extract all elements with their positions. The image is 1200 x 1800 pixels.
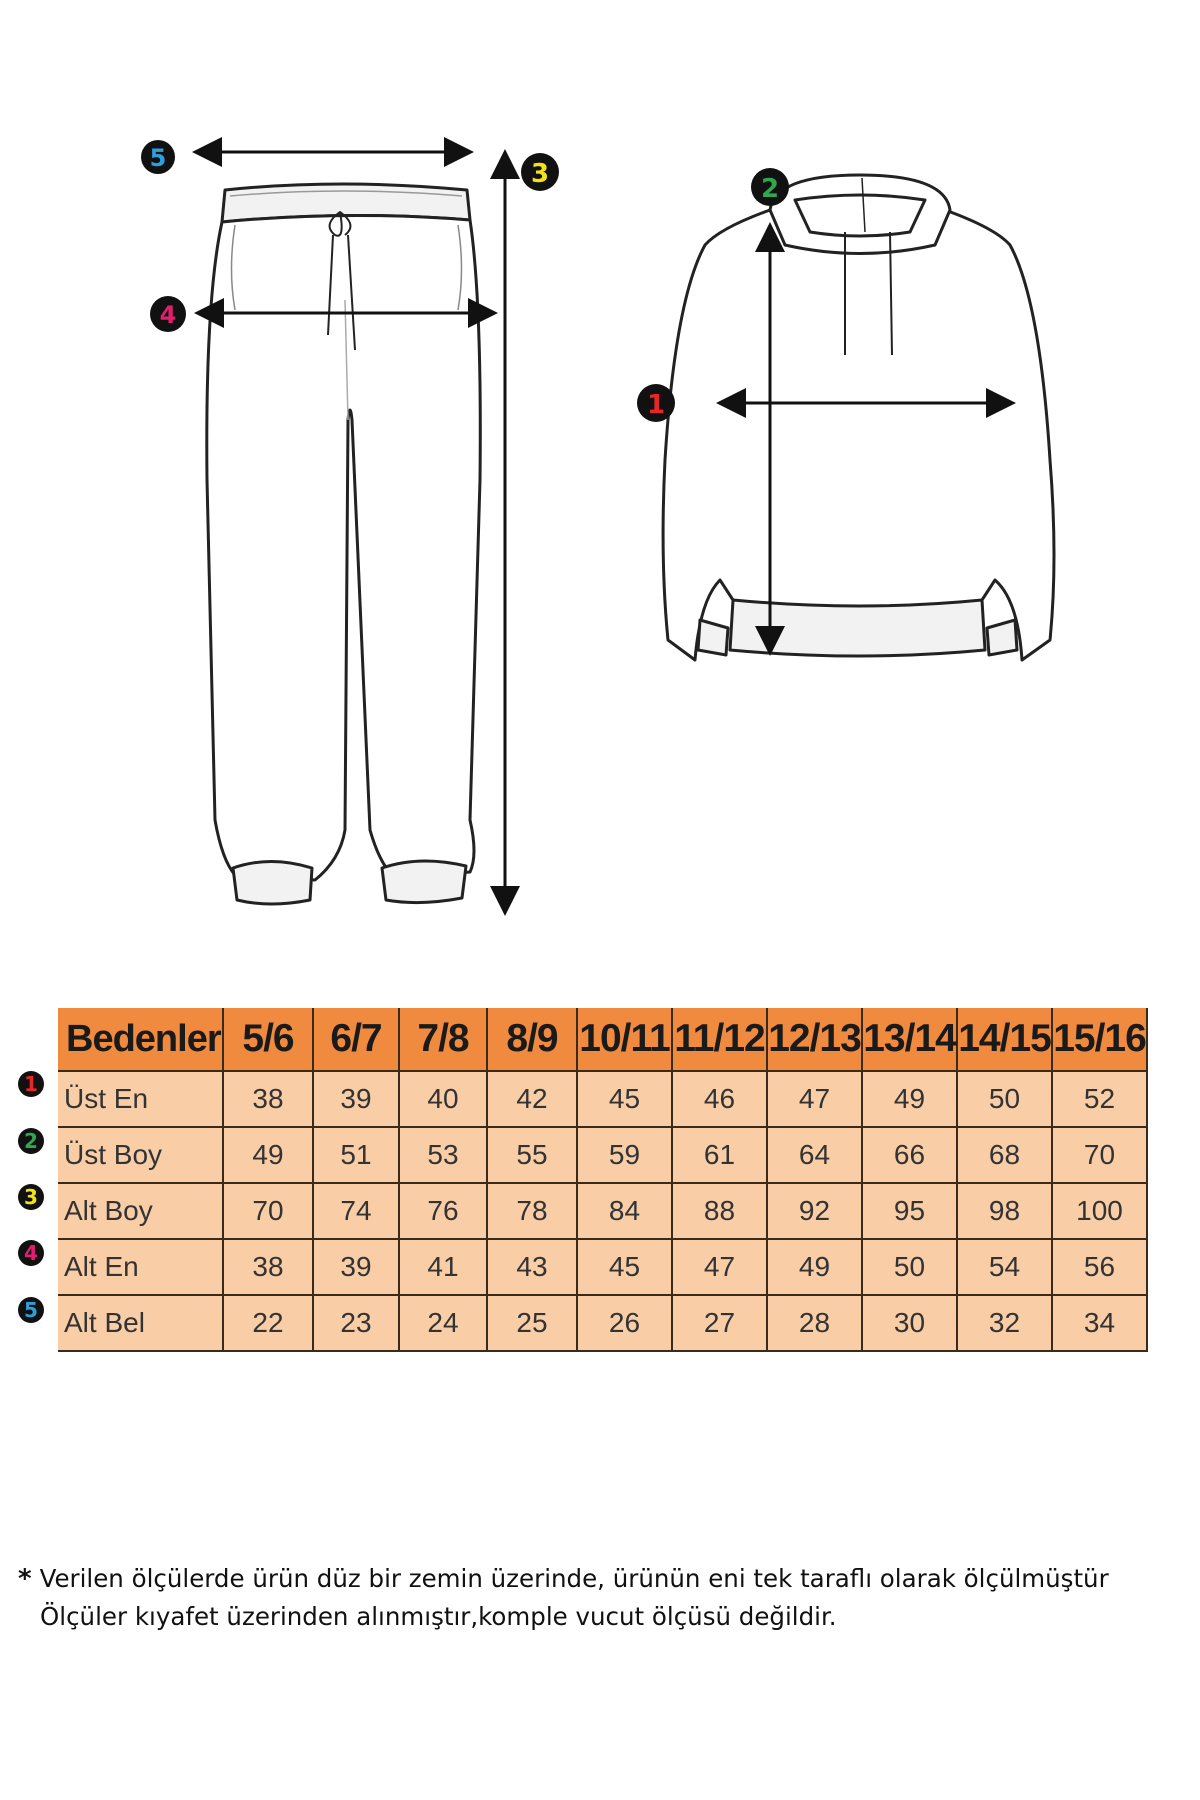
table-cell: 56: [1052, 1239, 1147, 1295]
table-body: [58, 1071, 1147, 1351]
table-cell: 74: [313, 1183, 399, 1239]
header-size: 13/14: [862, 1008, 957, 1071]
table-cell: 49: [862, 1071, 957, 1127]
marker-2-label: 2: [760, 174, 780, 204]
table-cell: 23: [313, 1295, 399, 1351]
row-badge-1: 1: [18, 1071, 44, 1097]
header-size: 12/13: [767, 1008, 862, 1071]
hoodie-drawing: [663, 175, 1054, 660]
table-cell: 28: [767, 1295, 862, 1351]
header-size: 15/16: [1052, 1008, 1147, 1071]
table-cell: 25: [487, 1295, 577, 1351]
table-cell: 47: [672, 1239, 767, 1295]
table-cell: 26: [577, 1295, 672, 1351]
table-cell: 52: [1052, 1071, 1147, 1127]
marker-2: [751, 168, 789, 206]
table-cell: 34: [1052, 1295, 1147, 1351]
marker-4: [150, 296, 186, 332]
row-label: Alt En: [58, 1239, 223, 1295]
table-cell: 100: [1052, 1183, 1147, 1239]
table-cell: 39: [313, 1071, 399, 1127]
row-badge-3: 3: [18, 1184, 44, 1210]
row-label: Üst En: [58, 1071, 223, 1127]
footnote-line-1: [18, 1560, 1188, 1598]
table-row: [58, 1127, 1147, 1183]
table-row: [58, 1295, 1147, 1351]
header-size: 6/7: [313, 1008, 399, 1071]
footnote-text-1: Verilen ölçülerde ürün düz bir zemin üzerinde, ürünün eni tek taraflı olarak ölçülmüştür: [39, 1564, 1109, 1593]
table-cell: 70: [223, 1183, 313, 1239]
table-cell: 76: [399, 1183, 487, 1239]
table-cell: 42: [487, 1071, 577, 1127]
table-cell: 55: [487, 1127, 577, 1183]
table-cell: 61: [672, 1127, 767, 1183]
table-cell: 47: [767, 1071, 862, 1127]
footnote-line-2: Ölçüler kıyafet üzerinden alınmıştır,komple vucut ölçüsü değildir.: [40, 1602, 837, 1631]
table-row: [58, 1071, 1147, 1127]
table-cell: 59: [577, 1127, 672, 1183]
table-cell: 68: [957, 1127, 1052, 1183]
table-cell: 49: [767, 1239, 862, 1295]
marker-3-label: 3: [530, 159, 550, 189]
row-badge-4: 4: [18, 1240, 44, 1266]
marker-1-label: 1: [646, 390, 666, 420]
marker-5-label: 5: [149, 144, 167, 172]
table-row: [58, 1239, 1147, 1295]
table-cell: 64: [767, 1127, 862, 1183]
table-cell: 49: [223, 1127, 313, 1183]
table-cell: 24: [399, 1295, 487, 1351]
row-badge-5: 5: [18, 1297, 44, 1323]
table-cell: 50: [862, 1239, 957, 1295]
table-cell: 39: [313, 1239, 399, 1295]
table-cell: 32: [957, 1295, 1052, 1351]
table-cell: 46: [672, 1071, 767, 1127]
header-size: 8/9: [487, 1008, 577, 1071]
table-cell: 78: [487, 1183, 577, 1239]
table-cell: 53: [399, 1127, 487, 1183]
size-table: [58, 1008, 1148, 1352]
row-badge-2: 2: [18, 1128, 44, 1154]
table-cell: 45: [577, 1239, 672, 1295]
marker-3: [521, 153, 559, 191]
header-size: 10/11: [577, 1008, 672, 1071]
row-label: Alt Bel: [58, 1295, 223, 1351]
table-cell: 88: [672, 1183, 767, 1239]
row-label: Alt Boy: [58, 1183, 223, 1239]
header-size: 14/15: [957, 1008, 1052, 1071]
table-cell: 22: [223, 1295, 313, 1351]
footnote: [18, 1560, 1188, 1636]
table-cell: 43: [487, 1239, 577, 1295]
table-cell: 50: [957, 1071, 1052, 1127]
table-cell: 70: [1052, 1127, 1147, 1183]
header-size: 5/6: [223, 1008, 313, 1071]
table-cell: 27: [672, 1295, 767, 1351]
table-cell: 84: [577, 1183, 672, 1239]
table-row: [58, 1183, 1147, 1239]
table-cell: 45: [577, 1071, 672, 1127]
table-cell: 38: [223, 1239, 313, 1295]
header-size: 7/8: [399, 1008, 487, 1071]
table-cell: 51: [313, 1127, 399, 1183]
table-cell: 66: [862, 1127, 957, 1183]
table-cell: 41: [399, 1239, 487, 1295]
header-bedenler: Bedenler: [58, 1008, 223, 1071]
table-cell: 40: [399, 1071, 487, 1127]
marker-4-label: 4: [159, 301, 177, 329]
footnote-star: *: [18, 1564, 32, 1594]
table-cell: 92: [767, 1183, 862, 1239]
marker-1: [637, 384, 675, 422]
table-cell: 98: [957, 1183, 1052, 1239]
pants-drawing: [207, 184, 480, 904]
marker-5: [141, 140, 175, 174]
row-label: Üst Boy: [58, 1127, 223, 1183]
table-cell: 54: [957, 1239, 1052, 1295]
table-cell: 38: [223, 1071, 313, 1127]
header-size: 11/12: [672, 1008, 767, 1071]
table-cell: 30: [862, 1295, 957, 1351]
table-header-row: [58, 1008, 1147, 1071]
table-cell: 95: [862, 1183, 957, 1239]
